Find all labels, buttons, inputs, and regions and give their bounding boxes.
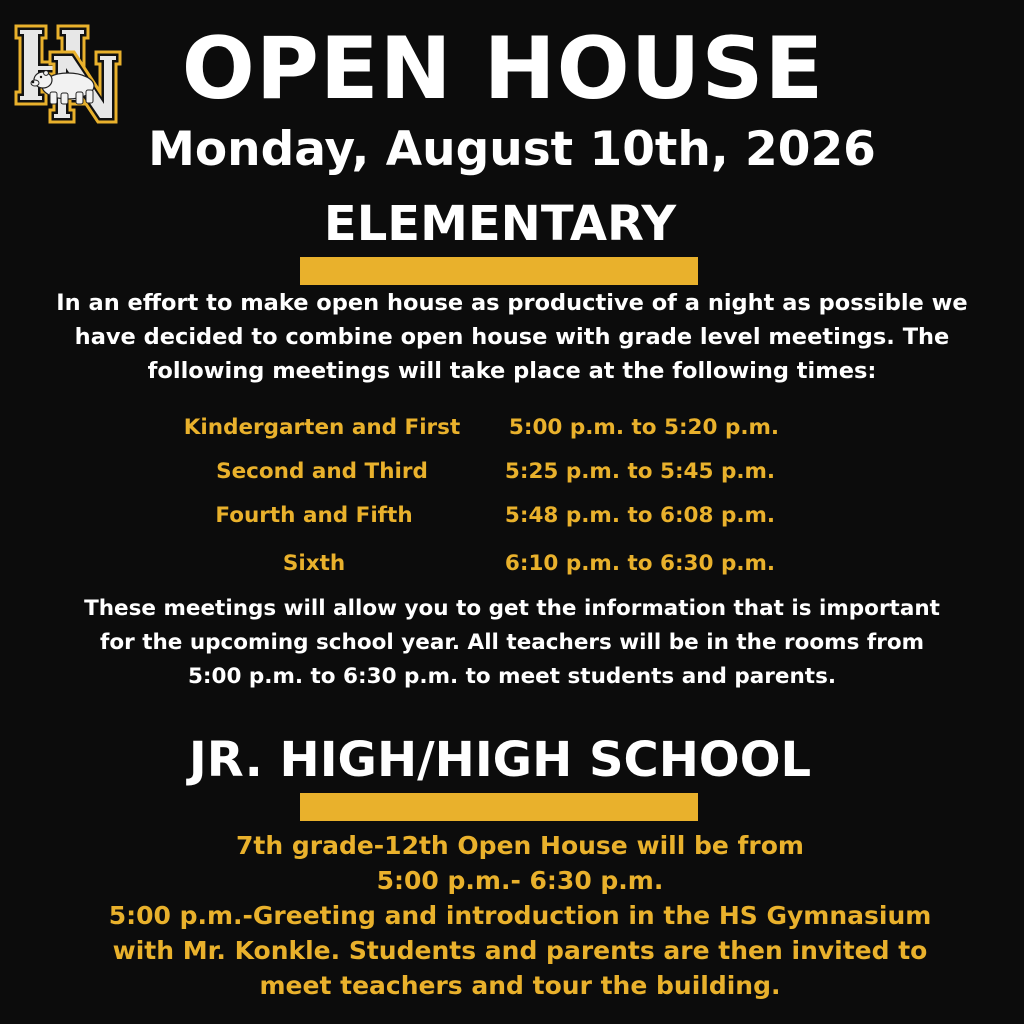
intro-line: following meetings will take place at the following times: — [147, 358, 877, 384]
elementary-intro — [20, 286, 1004, 388]
schedule-row — [0, 452, 1024, 492]
schedule-row — [0, 408, 1024, 448]
high-school-heading: JR. HIGH/HIGH SCHOOL — [188, 732, 812, 788]
intro-line: have decided to combine open house with grade level meetings. The — [74, 324, 950, 350]
note-line: These meetings will allow you to get the information that is important — [84, 596, 940, 621]
hs-info-line: 7th grade-12th Open House will be from — [236, 831, 804, 860]
hs-info-line: meet teachers and tour the building. — [259, 971, 781, 1000]
intro-line: In an effort to make open house as productive of a night as possible we — [56, 290, 968, 316]
schedule-time: 5:00 p.m. to 5:20 p.m. — [508, 415, 780, 440]
note-line: 5:00 p.m. to 6:30 p.m. to meet students and parents. — [187, 664, 837, 689]
page-title: OPEN HOUSE — [181, 19, 825, 119]
note-line: for the upcoming school year. All teachers will be in the rooms from — [99, 630, 924, 655]
schedule-grade: Kindergarten and First — [183, 415, 461, 440]
gold-divider — [300, 257, 698, 285]
gold-divider — [300, 793, 698, 821]
schedule-time: 5:48 p.m. to 6:08 p.m. — [504, 503, 776, 528]
school-logo-bear-icon — [12, 22, 124, 126]
high-school-info — [20, 828, 1020, 1003]
schedule-time: 6:10 p.m. to 6:30 p.m. — [504, 551, 776, 576]
hs-info-line: 5:00 p.m.- 6:30 p.m. — [376, 866, 664, 895]
hs-info-line: with Mr. Konkle. Students and parents are then invited to — [112, 936, 928, 965]
event-date: Monday, August 10th, 2026 — [148, 122, 876, 177]
schedule-row — [0, 544, 1024, 584]
elementary-note — [20, 592, 1004, 694]
schedule-grade: Fourth and Fifth — [215, 503, 413, 528]
hs-info-line: 5:00 p.m.-Greeting and introduction in the HS Gymnasium — [108, 901, 932, 930]
schedule-row — [0, 496, 1024, 536]
schedule-grade: Second and Third — [216, 459, 428, 484]
schedule-time: 5:25 p.m. to 5:45 p.m. — [504, 459, 776, 484]
meeting-schedule — [0, 408, 1024, 588]
schedule-grade: Sixth — [282, 551, 346, 576]
elementary-heading: ELEMENTARY — [323, 196, 677, 252]
